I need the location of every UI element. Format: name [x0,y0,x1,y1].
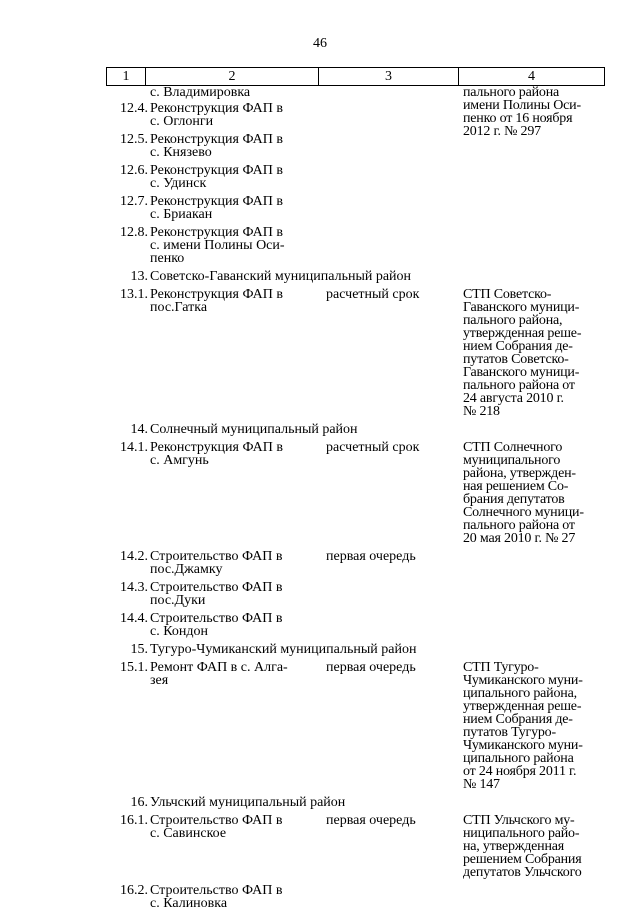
table-row [0,133,640,164]
row-number: 12.8. [120,225,148,240]
row-name: Реконструкция ФАП в с. Удинск [150,163,283,191]
row-number: 14. [130,422,148,437]
row-name: Строительство ФАП в пос.Дуки [150,580,283,608]
header-col-4: 4 [528,69,535,84]
row-stage: первая очередь [326,549,416,564]
row-number: 16.1. [120,813,148,828]
section-row [0,643,640,661]
table-row [0,102,640,133]
row-name: с. Владимировка [150,85,251,100]
section-title: Солнечный муниципальный район [150,422,358,437]
row-number: 16.2. [120,883,148,898]
table-row [0,441,640,550]
row-name: Реконструкция ФАП в с. Амгунь [150,440,283,468]
row-number: 12.7. [120,194,148,209]
section-row [0,270,640,288]
table-row [0,288,640,423]
row-name: Строительство ФАП в с. Савинское [150,813,283,841]
table-header [106,67,605,86]
row-number: 16. [130,795,148,810]
row-name: Строительство ФАП в пос.Джамку [150,549,283,577]
table-row [0,661,640,796]
section-title: Советско-Гаванский муниципальный район [150,269,412,284]
row-number: 12.4. [120,101,148,116]
row-number: 13. [130,269,148,284]
row-number: 14.4. [120,611,148,626]
row-name: Реконструкция ФАП в с. Князево [150,132,283,160]
table-body [0,86,640,915]
row-name: Строительство ФАП в с. Калиновка [150,883,283,911]
table-row [0,550,640,581]
page-number: 46 [313,36,327,51]
table-row [0,164,640,195]
row-document: СТП Солнечного муниципального района, утвержден- ная решением Со- брания депутатов Солнечного муници- пального района от 20 мая 2010 г. № 27 [463,440,584,546]
row-stage: первая очередь [326,660,416,675]
row-name: Реконструкция ФАП в пос.Гатка [150,287,283,315]
header-col-2: 2 [146,68,319,85]
section-row [0,796,640,814]
section-row [0,423,640,441]
row-stage: первая очередь [326,813,416,828]
table-row [0,226,640,270]
row-name: Ремонт ФАП в с. Алга- зея [150,660,288,688]
section-title: Тугуро-Чумиканский муниципальный район [150,642,417,657]
table-row [0,814,640,884]
table-row [0,884,640,915]
row-stage: расчетный срок [326,287,420,302]
row-number: 14.3. [120,580,148,595]
row-name: Реконструкция ФАП в с. имени Полины Оси- пенко [150,225,285,266]
row-number: 14.1. [120,440,148,455]
header-col-1: 1 [107,68,146,85]
table-row [0,581,640,612]
row-number: 13.1. [120,287,148,302]
row-document: СТП Советско- Гаванского муници- пального района, утвержденная реше- нием Собрания де- путатов Советско- Гаванского муници- пального района от 24 августа 2010 г. № 218 [463,287,582,419]
row-number: 12.6. [120,163,148,178]
row-name: Строительство ФАП в с. Кондон [150,611,283,639]
row-number: 12.5. [120,132,148,147]
table-row [0,195,640,226]
row-document: пального района имени Полины Оси- пенко от 16 ноября 2012 г. № 297 [463,85,581,139]
row-number: 14.2. [120,549,148,564]
table-row [0,612,640,643]
row-document: СТП Тугуро- Чумиканского муни- ципального района, утвержденная реше- нием Собрания де- путатов Тугуро- Чумиканского муни- ципального района от 24 ноября 2011 г. № 147 [463,660,583,792]
row-document: СТП Ульчского му- ниципального райо- на, утвержденная решением Собрания депутатов Ульчского [463,813,582,880]
row-number: 15.1. [120,660,148,675]
row-number: 15. [130,642,148,657]
row-stage: расчетный срок [326,440,420,455]
row-name: Реконструкция ФАП в с. Оглонги [150,101,283,129]
header-col-3: 3 [319,68,459,85]
row-name: Реконструкция ФАП в с. Бриакан [150,194,283,222]
section-title: Ульчский муниципальный район [150,795,346,810]
